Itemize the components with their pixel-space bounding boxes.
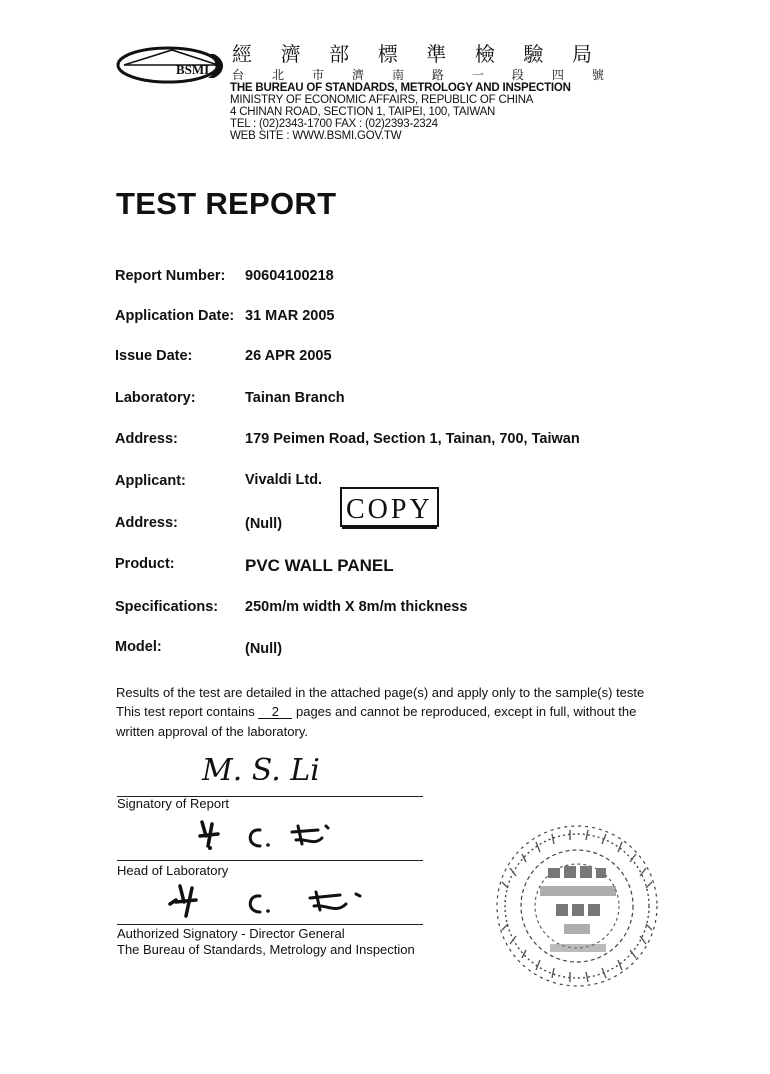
application-date-label: Application Date:: [115, 308, 235, 324]
authorized-signatory-signature: [160, 880, 370, 924]
head-of-laboratory-signature: [188, 814, 348, 858]
issue-date-label: Issue Date:: [115, 348, 193, 364]
report-number-value: 90604100218: [245, 268, 334, 284]
statement-line-1: Results of the test are detailed in the attached page(s) and apply only to the sample(s) teste: [116, 685, 645, 700]
bureau-chinese-address: 台 北 市 濟 南 路 一 段 四 號: [232, 68, 604, 82]
ministry-name: MINISTRY OF ECONOMIC AFFAIRS, REPUBLIC OF CHINA: [230, 94, 534, 106]
statement-line-2-start: This test report contains: [116, 704, 255, 719]
report-number-label: Report Number:: [115, 268, 226, 284]
applicant-label: Applicant:: [115, 473, 186, 489]
applicant-value: Vivaldi Ltd.: [245, 472, 323, 488]
model-value: (Null): [245, 641, 283, 657]
product-value: PVC WALL PANEL: [245, 556, 394, 575]
bsmi-logo: [114, 40, 232, 90]
copy-stamp-text: COPY: [346, 494, 433, 525]
specifications-value: 250m/m width X 8m/m thickness: [245, 599, 468, 615]
product-label: Product:: [115, 556, 175, 572]
authorized-signatory-label: Authorized Signatory - Director General: [117, 926, 345, 941]
signatory-signature: [196, 746, 336, 790]
bureau-address: 4 CHINAN ROAD, SECTION 1, TAIPEI, 100, TAIWAN: [230, 106, 496, 118]
lab-address-value: 179 Peimen Road, Section 1, Tainan, 700, Taiwan: [245, 431, 580, 447]
application-date-value: 31 MAR 2005: [245, 308, 335, 324]
bureau-website: WEB SITE : WWW.BSMI.GOV.TW: [230, 130, 402, 142]
applicant-address-label: Address:: [115, 515, 178, 531]
bureau-name-signature-label: The Bureau of Standards, Metrology and Inspection: [117, 942, 415, 957]
document-title: TEST REPORT: [116, 186, 337, 221]
laboratory-label: Laboratory:: [115, 390, 196, 406]
model-label: Model:: [115, 639, 162, 655]
statement-line-3: written approval of the laboratory.: [116, 724, 308, 739]
bureau-english-name: THE BUREAU OF STANDARDS, METROLOGY AND INSPECTION: [230, 82, 571, 94]
applicant-address-value: (Null): [245, 516, 283, 532]
issue-date-value: 26 APR 2005: [245, 348, 332, 364]
svg-text:BSMI: BSMI: [176, 62, 210, 77]
bureau-chinese-name: 經 濟 部 標 準 檢 驗 局: [232, 42, 592, 66]
statement-line-2-end: pages and cannot be reproduced, except in full, without the: [295, 704, 637, 719]
copy-stamp: [340, 487, 439, 527]
statement-line-2: [116, 704, 636, 719]
specifications-label: Specifications:: [115, 599, 219, 615]
page-count: 2: [258, 705, 292, 719]
lab-address-label: Address:: [115, 431, 178, 447]
signatory-signature-text: M. S. Li: [202, 753, 320, 788]
head-of-laboratory-label: Head of Laboratory: [117, 863, 229, 878]
head-of-laboratory-line: [117, 860, 423, 861]
laboratory-value: Tainan Branch: [245, 390, 345, 406]
authorized-signatory-line: [117, 924, 423, 925]
signatory-label: Signatory of Report: [117, 796, 230, 811]
bureau-phone-fax: TEL : (02)2343-1700 FAX : (02)2393-2324: [230, 118, 438, 130]
official-seal: [490, 820, 665, 990]
